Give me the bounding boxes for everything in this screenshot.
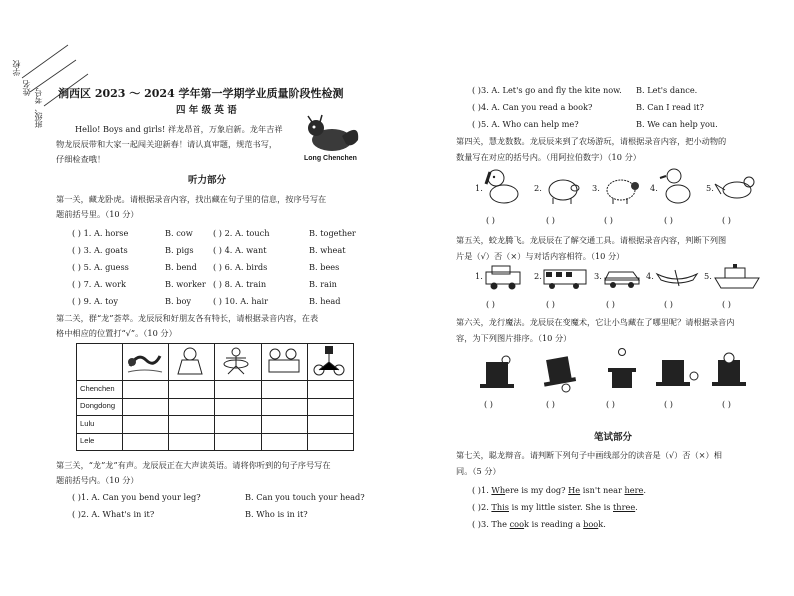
grid-cell[interactable]	[123, 433, 169, 451]
q6-blank-4[interactable]: ( )	[664, 399, 673, 409]
q1-item-7b: B. worker	[165, 279, 206, 289]
hat-bird-icon-5	[712, 350, 748, 392]
q1-item-10b: B. head	[309, 296, 341, 306]
q6-instruction-2: 容，为下列图片排序。（10 分）	[456, 333, 572, 343]
q5-instruction-1: 第五关，蛟龙腾飞。龙辰辰在了解交通工具。请根据录音内容，判断下列图	[456, 235, 727, 245]
grid-header-biker	[307, 344, 353, 381]
grid-cell[interactable]	[261, 433, 307, 451]
grid-cell[interactable]	[307, 381, 353, 399]
q7-item-1-underlined-c: here	[624, 485, 644, 495]
grid-row-label: Chenchen	[77, 381, 123, 399]
q1-item-3b: B. pigs	[165, 245, 194, 255]
q7-item-1-mid1: ere is my dog?	[505, 485, 569, 495]
q5-blank-4[interactable]: ( )	[664, 299, 673, 309]
bird-icon	[715, 170, 759, 206]
dragon-swim-icon	[126, 346, 164, 376]
grid-cell[interactable]	[307, 416, 353, 434]
q7-instruction-2: 同。（5 分）	[456, 466, 501, 476]
hat-bird-icon-4	[656, 352, 700, 392]
grid-row	[77, 381, 354, 399]
q5-blank-1[interactable]: ( )	[486, 299, 495, 309]
q1-item-6a: ( ) 6. A. birds	[213, 262, 268, 272]
q7-item-1-prefix: ( )1.	[472, 485, 492, 495]
q7-item-2-prefix: ( )2.	[472, 502, 492, 512]
q7-item-1-mid2: isn't near	[580, 485, 625, 495]
grid-row	[77, 398, 354, 416]
q7-item-3	[472, 520, 606, 529]
mascot-caption: Long Chenchen	[304, 155, 357, 162]
grid-cell[interactable]	[215, 398, 261, 416]
q3-item-5b: B. We can help you.	[636, 119, 718, 129]
intro-line-3: 仔细检查哦！	[56, 154, 106, 164]
intro-line-1: Hello! Boys and girls! 祥龙昂首，万象启新。龙年吉祥	[75, 124, 283, 134]
q1-item-6b: B. bees	[309, 262, 340, 272]
q1-item-4a: ( ) 4. A. want	[213, 245, 267, 255]
pig-icon	[543, 170, 583, 208]
q6-blank-2[interactable]: ( )	[546, 399, 555, 409]
q7-item-2-underlined-a: This	[491, 502, 509, 512]
q3-item-4b: B. Can I read it?	[636, 102, 704, 112]
grid-cell[interactable]	[307, 398, 353, 416]
q1-item-10a: ( ) 10. A. hair	[213, 296, 269, 306]
sheep-icon	[601, 170, 641, 208]
q7-item-2-underlined-b: three	[613, 502, 636, 512]
side-label-school: 学校	[12, 60, 21, 76]
jeep-icon	[484, 266, 524, 290]
q7-item-1-underlined-b: He	[568, 485, 581, 495]
q3-item-4a: ( )4. A. Can you read a book?	[472, 102, 593, 112]
q7-item-3-mid1: k is reading a	[524, 519, 584, 529]
side-blank-lines	[0, 0, 120, 130]
q4-number-2: 2.	[534, 183, 542, 193]
grid-cell[interactable]	[169, 381, 215, 399]
grid-row-label: Dongdong	[77, 398, 123, 416]
q5-blank-2[interactable]: ( )	[546, 299, 555, 309]
hat-bird-icon-3	[604, 348, 640, 392]
q7-item-1-underlined-a: Wh	[491, 485, 506, 495]
writing-heading: 笔试部分	[594, 432, 633, 443]
q5-number-5: 5.	[704, 271, 712, 281]
side-label-name: 姓名	[22, 80, 31, 96]
q7-item-3-mid2: k.	[598, 519, 606, 529]
grid-cell[interactable]	[169, 398, 215, 416]
q3-instruction-2: 题前括号内。（10 分）	[56, 475, 139, 485]
duck-icon	[660, 166, 696, 208]
grid-cell[interactable]	[261, 398, 307, 416]
grid-cell[interactable]	[169, 416, 215, 434]
q6-blank-3[interactable]: ( )	[606, 399, 615, 409]
q4-blank-1[interactable]: ( )	[486, 215, 495, 225]
q1-item-1b: B. cow	[165, 228, 193, 238]
car-icon	[603, 266, 641, 288]
q1-item-1a: ( ) 1. A. horse	[72, 228, 129, 238]
q6-blank-1[interactable]: ( )	[484, 399, 493, 409]
q1-instruction-2: 题前括号里。（10 分）	[56, 209, 139, 219]
dog-icon	[484, 166, 524, 208]
q7-item-3-underlined-b: boo	[583, 519, 599, 529]
q4-number-5: 5.	[706, 183, 714, 193]
q6-instruction-1: 第六关，龙行魔法。龙辰辰在变魔术，它让小鸟藏在了哪里呢？请根据录音内	[456, 317, 735, 327]
q4-blank-2[interactable]: ( )	[546, 215, 555, 225]
q7-item-2-mid2: .	[635, 502, 638, 512]
q1-item-4b: B. wheat	[309, 245, 346, 255]
q1-item-7a: ( ) 7. A. work	[72, 279, 126, 289]
girl-icon	[172, 346, 210, 376]
q4-number-4: 4.	[650, 183, 658, 193]
q1-item-8b: B. rain	[309, 279, 337, 289]
q3-instruction-1: 第三关，“龙”龙”有声。龙辰辰正在大声读英语。请将你听到的句子序号写在	[56, 460, 331, 470]
bike-rider-icon	[311, 346, 349, 376]
q1-item-8a: ( ) 8. A. train	[213, 279, 267, 289]
intro-line-2: 物龙辰辰带和大家一起闯关迎新春！请认真审题，规范书写，	[56, 139, 278, 149]
q4-instruction-1: 第四关，慧龙数数。龙辰辰来到了农场游玩，请根据录音内容，把小动物的	[456, 136, 727, 146]
q4-number-1: 1.	[475, 183, 483, 193]
grid-row	[77, 416, 354, 434]
q3-item-3a: ( )3. A. Let's go and fly the kite now.	[472, 85, 622, 95]
grid-cell[interactable]	[215, 381, 261, 399]
grid-cell[interactable]	[261, 381, 307, 399]
q2-instruction-2: 格中相应的位置打“√”。（10 分）	[56, 328, 177, 338]
grid-header-girl	[169, 344, 215, 381]
train-icon	[542, 266, 590, 290]
q4-blank-5[interactable]: ( )	[722, 215, 731, 225]
q3-item-2b: B. Who is in it?	[245, 509, 308, 519]
grid-cell[interactable]	[123, 381, 169, 399]
q7-item-1	[472, 486, 646, 495]
q3-item-1b: B. Can you touch your head?	[245, 492, 365, 502]
grid-cell[interactable]	[169, 433, 215, 451]
exam-title: 涧西区 2023 ～ 2024 学年第一学期学业质量阶段性检测	[58, 87, 344, 100]
q7-item-3-prefix: ( )3. The	[472, 519, 510, 529]
q4-blank-3[interactable]: ( )	[604, 215, 613, 225]
q3-item-2a: ( )2. A. What's in it?	[72, 509, 155, 519]
grid-header-dragon	[123, 344, 169, 381]
q1-item-2b: B. together	[309, 228, 356, 238]
side-label-class: 班级、考号	[34, 88, 43, 128]
q5-number-4: 4.	[646, 271, 654, 281]
exam-subtitle: 四 年 级 英 语	[176, 105, 237, 116]
q1-item-9b: B. boy	[165, 296, 192, 306]
q5-blank-3[interactable]: ( )	[606, 299, 615, 309]
hat-bird-icon-1	[480, 352, 516, 392]
q4-number-3: 3.	[592, 183, 600, 193]
q1-item-5a: ( ) 5. A. guess	[72, 262, 129, 272]
grid-cell[interactable]	[123, 398, 169, 416]
grid-cell[interactable]	[215, 433, 261, 451]
q7-item-2	[472, 503, 638, 512]
grid-cell[interactable]	[123, 416, 169, 434]
grid-row	[77, 433, 354, 451]
q3-item-3b: B. Let's dance.	[636, 85, 698, 95]
q4-blank-4[interactable]: ( )	[664, 215, 673, 225]
grid-row-label: Lele	[77, 433, 123, 451]
q7-item-3-underlined-a: coo	[509, 519, 525, 529]
q1-item-2a: ( ) 2. A. touch	[213, 228, 270, 238]
q5-number-2: 2.	[534, 271, 542, 281]
ship-icon	[713, 264, 761, 290]
grid-cell[interactable]	[261, 416, 307, 434]
hat-bird-icon-2	[542, 352, 578, 392]
q2-grid-table	[76, 343, 354, 451]
q5-number-3: 3.	[594, 271, 602, 281]
q6-blank-5[interactable]: ( )	[722, 399, 731, 409]
q1-item-3a: ( ) 3. A. goats	[72, 245, 128, 255]
q3-item-5a: ( )5. A. Who can help me?	[472, 119, 579, 129]
grid-cell[interactable]	[307, 433, 353, 451]
q7-item-2-mid1: is my little sister. She is	[508, 502, 613, 512]
grid-row-label: Lulu	[77, 416, 123, 434]
boat-icon	[655, 266, 699, 288]
q5-blank-5[interactable]: ( )	[722, 299, 731, 309]
q5-instruction-2: 片是（√）否（×）与对话内容相符。（10 分）	[456, 251, 625, 261]
grid-header-dancer	[215, 344, 261, 381]
kids-icon	[265, 346, 303, 376]
q4-instruction-2: 数量写在对应的括号内。（用阿拉伯数字）（10 分）	[456, 152, 641, 162]
listening-heading: 听力部分	[188, 175, 227, 186]
dragon-mascot-image	[302, 114, 364, 156]
grid-cell[interactable]	[215, 416, 261, 434]
q1-item-5b: B. bend	[165, 262, 197, 272]
q7-instruction-1: 第七关，聪龙辩音。请判断下列句子中画线部分的读音是（√）否（×）相	[456, 450, 722, 460]
q5-number-1: 1.	[475, 271, 483, 281]
q1-item-9a: ( ) 9. A. toy	[72, 296, 118, 306]
q3-item-1a: ( )1. A. Can you bend your leg?	[72, 492, 201, 502]
q1-instruction-1: 第一关，藏龙卧虎。请根据录音内容，找出藏在句子里的信息，按序号写在	[56, 194, 327, 204]
q2-instruction-1: 第二关，群“龙”荟萃。龙辰辰和好朋友各有特长，请根据录音内容，在表	[56, 313, 319, 323]
dancer-icon	[218, 346, 256, 376]
q7-item-1-end: .	[643, 485, 646, 495]
grid-corner-cell	[77, 344, 123, 381]
grid-header-kids	[261, 344, 307, 381]
